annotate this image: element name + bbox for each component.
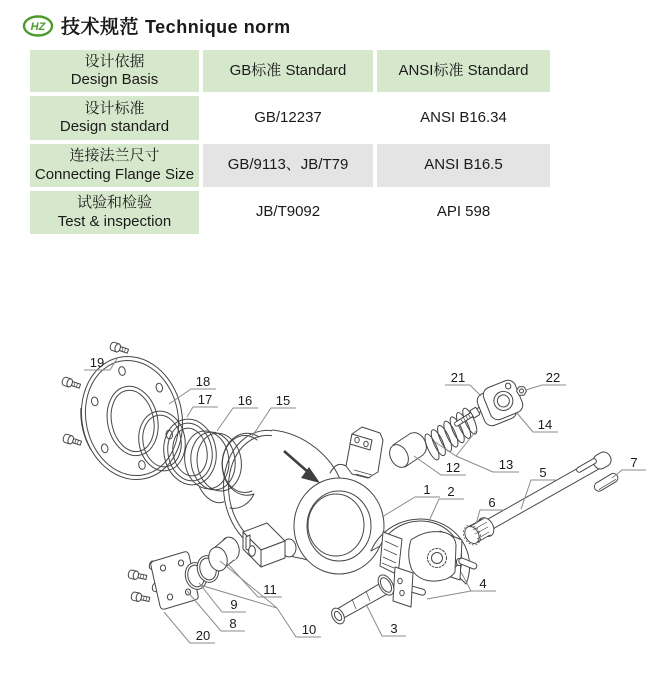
cell-text: GB/9113、JB/T79 bbox=[227, 156, 349, 174]
part-number-10: 10 bbox=[301, 622, 317, 637]
label-zh: 试验和检验 bbox=[76, 194, 152, 212]
part-shaft-5 bbox=[475, 450, 613, 536]
cell-text: ANSI标准 Standard bbox=[398, 61, 529, 79]
leader-line-17 bbox=[187, 407, 218, 417]
leader-line-22 bbox=[526, 385, 566, 390]
leader-line-4 bbox=[427, 591, 471, 599]
label-zh: 设计标准 bbox=[84, 99, 145, 117]
leader-line-21 bbox=[445, 385, 481, 396]
part-number-19: 19 bbox=[89, 355, 105, 370]
cell-text: API 598 bbox=[436, 203, 491, 221]
part-number-8: 8 bbox=[229, 616, 237, 631]
leader-line-9 bbox=[199, 583, 246, 612]
part-top-bracket bbox=[330, 427, 383, 478]
cell-text: ANSI B16.34 bbox=[420, 108, 507, 126]
part-number-15: 15 bbox=[275, 393, 291, 408]
part-number-22: 22 bbox=[545, 370, 561, 385]
logo-monogram: HZ bbox=[30, 20, 46, 33]
label-zh: 连接法兰尺寸 bbox=[69, 147, 160, 165]
leader-line-16 bbox=[217, 408, 258, 431]
label-en: Connecting Flange Size bbox=[34, 165, 195, 183]
cell-text: GB标准 Standard bbox=[229, 61, 347, 79]
label-en: Design standard bbox=[59, 118, 170, 135]
page-title-en: Technique norm bbox=[145, 17, 291, 37]
leader-line-1 bbox=[382, 497, 440, 517]
part-number-20: 20 bbox=[195, 628, 211, 643]
part-number-11: 11 bbox=[263, 582, 277, 597]
part-number-9: 9 bbox=[230, 597, 238, 612]
part-number-2: 2 bbox=[447, 484, 455, 499]
leader-line-2 bbox=[429, 499, 464, 521]
part-number-7: 7 bbox=[630, 455, 638, 470]
leader-line-3 bbox=[366, 604, 406, 636]
part-number-17: 17 bbox=[197, 392, 213, 407]
part-number-12: 12 bbox=[445, 460, 461, 475]
part-number-14: 14 bbox=[537, 417, 553, 432]
part-number-4: 4 bbox=[479, 576, 487, 591]
cell-text: JB/T9092 bbox=[255, 203, 321, 221]
label-en: Design Basis bbox=[70, 71, 159, 88]
part-nut-22 bbox=[517, 387, 527, 395]
part-number-3: 3 bbox=[390, 621, 398, 636]
part-number-6: 6 bbox=[488, 495, 496, 510]
page-title-zh: 技术规范 bbox=[61, 17, 140, 38]
part-number-1: 1 bbox=[423, 482, 431, 497]
part-gland-14 bbox=[475, 378, 525, 428]
part-stem-3 bbox=[329, 572, 397, 626]
part-number-16: 16 bbox=[237, 393, 253, 408]
part-sleeve-12 bbox=[386, 429, 430, 470]
label-en: Test & inspection bbox=[57, 212, 172, 230]
cell-text: GB/12237 bbox=[254, 108, 322, 126]
cell-text: ANSI B16.5 bbox=[424, 156, 503, 174]
part-number-13: 13 bbox=[498, 457, 514, 472]
part-number-21: 21 bbox=[450, 370, 466, 385]
part-number-18: 18 bbox=[195, 374, 211, 389]
part-number-5: 5 bbox=[539, 465, 547, 480]
leader-line-13 bbox=[456, 431, 476, 456]
label-zh: 设计依据 bbox=[84, 52, 145, 70]
